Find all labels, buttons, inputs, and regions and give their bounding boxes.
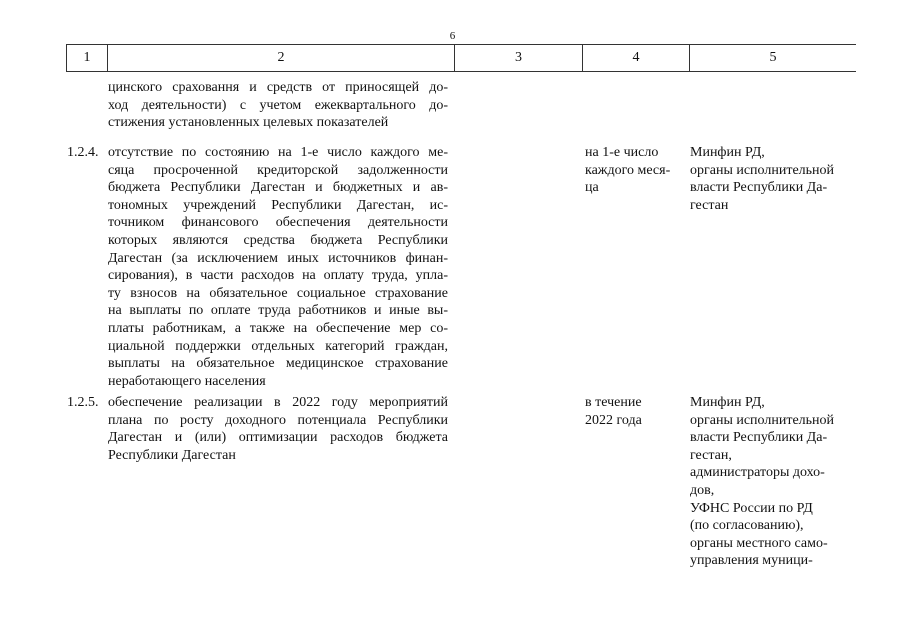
responsible-line: (по согласованию), [690,518,804,534]
row-responsible [690,144,850,214]
responsible-line: органы исполнительной [690,412,835,428]
row-deadline [585,144,680,197]
continuation-line: стижения установленных целевых показателей [108,115,389,131]
responsible-line: власти Республики Да- [690,180,828,196]
responsible-line: администраторы дохо- [690,465,825,481]
deadline-line: ца [585,180,599,196]
responsible-line: УФНС России по РД [690,500,813,516]
table-header-row [66,44,856,72]
row-number: 1.2.4. [67,145,99,160]
description-line: циальной поддержки отдельных категорий граждан, [108,338,448,354]
responsible-line: управления муници- [690,553,813,569]
description-line: Дагестан и (или) оптимизации расходов бюджета [108,430,448,446]
continuation-line: ход деятельности) с учетом ежеквартального до- [108,97,448,113]
deadline-line: 2022 года [585,412,642,428]
description-line: неработающего населения [108,373,266,389]
description-line: плана по росту доходного потенциала Республики [108,412,448,428]
description-line: точником финансового обеспечения деятельности [108,215,448,231]
continuation-line: цинского сраховання и средств от приносящей до- [108,80,448,95]
description-line: которых являются средства бюджета Республики [108,232,448,248]
responsible-line: Минфин РД, [690,145,765,160]
page-number: 6 [449,30,456,42]
column-header-3: 3 [454,45,582,71]
column-header-2: 2 [107,45,454,71]
description-line: сирования), в части расходов на оплату труда, упла- [108,268,448,284]
responsible-line: гестан [690,197,729,213]
description-line: платы работникам, а также на обеспечение мер со- [108,320,448,336]
row-description [108,394,448,464]
deadline-line: каждого меся- [585,162,671,178]
responsible-line: гестан, [690,447,732,463]
description-line: выплаты на обязательное медицинское страхование [108,356,448,372]
description-line: Республики Дагестан [108,447,236,463]
row-deadline [585,394,680,429]
column-header-5: 5 [689,45,856,71]
row-number: 1.2.5. [67,395,99,410]
deadline-line: в течение [585,395,642,410]
column-header-4: 4 [582,45,689,71]
description-line: отсутствие по состоянию на 1-е число каждого ме- [108,145,448,160]
description-line: бюджета Республики Дагестан и бюджетных и ав- [108,180,448,196]
deadline-line: на 1-е число [585,145,659,160]
column-header-1: 1 [66,45,107,71]
row-description [108,144,448,390]
responsible-line: Минфин РД, [690,395,765,410]
description-line: сяца просроченной кредиторской задолженности [108,162,448,178]
description-line: ту взносов на обязательное социальное страхование [108,285,448,301]
continuation-text [108,79,448,132]
responsible-line: органы местного само- [690,535,828,551]
row-responsible [690,394,850,570]
responsible-line: дов, [690,482,715,498]
description-line: обеспечение реализации в 2022 году мероприятий [108,395,448,410]
responsible-line: органы исполнительной [690,162,835,178]
description-line: тономных учреждений Республики Дагестан, ис- [108,197,448,213]
description-line: на выплаты по оплате труда работников и иные вы- [108,303,448,319]
description-line: Дагестан (за исключением иных источников финан- [108,250,448,266]
responsible-line: власти Республики Да- [690,430,828,446]
